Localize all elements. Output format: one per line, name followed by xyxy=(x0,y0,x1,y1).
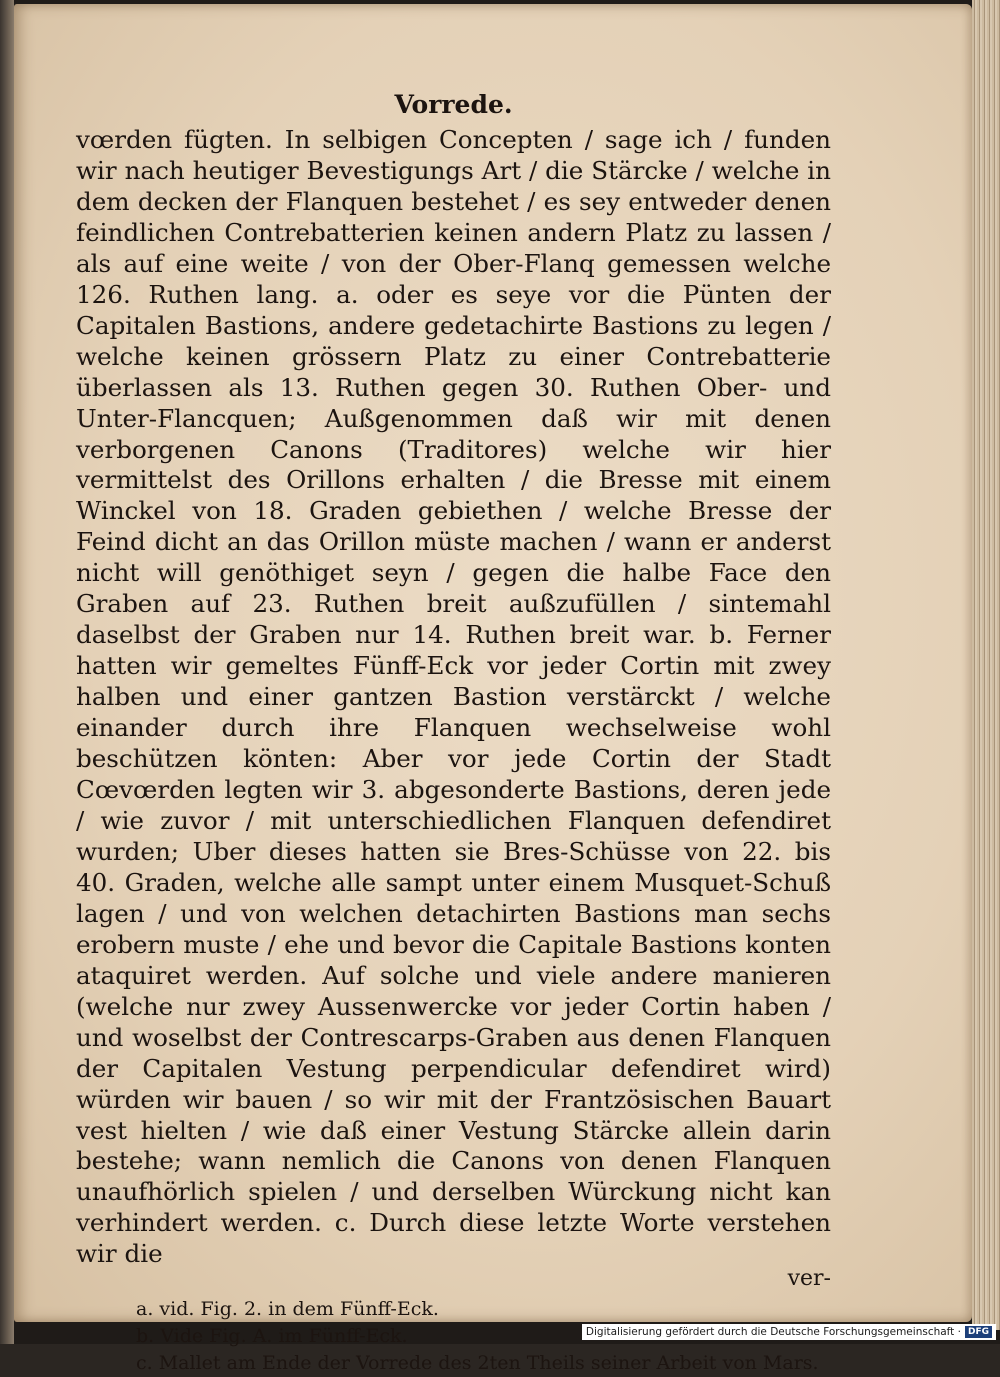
page-edges xyxy=(972,0,1000,1330)
catchword: ver- xyxy=(787,1266,831,1292)
dfg-logo-icon: DFG xyxy=(965,1326,992,1338)
footnote-a: a. vid. Fig. 2. in dem Fünff-Eck. xyxy=(136,1298,439,1321)
book-spine xyxy=(0,0,14,1344)
digitization-footer xyxy=(582,1324,996,1340)
running-header: Vorrede. xyxy=(394,90,513,119)
main-text: vœrden fügten. In selbigen Concepten / sage ich / funden wir nach heutiger Bevestigungs Art / die Stärcke / welche in dem decken der Flanquen bestehet / es sey entweder denen feindlichen Contrebatterien keinen andern Platz zu lassen / als auf eine weite / von der Ober-Flanq gemessen welche 126. Ruthen lang. a. oder es seye vor die Pünten der Capitalen Bastions, andere gedetachirte Bastions zu legen / welche keinen grössern Platz zu einer Contrebatterie überlassen als 13. Ruthen gegen 30. Ruthen Ober- und Unter-Flancquen; Außgenommen daß wir mit denen verborgenen Canons (Traditores) welche wir hier vermittelst des Orillons erhalten / die Bresse mit einem Winckel von 18. Graden gebiethen / welche Bresse der Feind dicht an das Orillon müste machen / wann er anderst nicht will genöthiget seyn / gegen die halbe Face den Graben auf 23. Ruthen breit außzufüllen / sintemahl daselbst der Graben nur 14. Ruthen breit war. b. Ferner hatten wir gemeltes Fünff-Eck vor jeder Cortin mit zwey halben und einer gantzen Bastion verstärckt / welche einander durch ihre Flanquen wechselweise wohl beschützen könten: Aber vor jede Cortin der Stadt Cœvœrden legten wir 3. abgesonderte Bastions, deren jede / wie zuvor / mit unterschiedlichen Flanquen defendiret wurden; Uber dieses hatten sie Bres-Schüsse von 22. bis 40. Graden, welche alle sampt unter einem Musquet-Schuß lagen / und von welchen detachirten Bastions man sechs erobern muste / ehe und bevor die Capitale Bastions konten ataquiret werden. Auf solche und viele andere manieren (welche nur zwey Aussenwercke vor jeder Cortin haben / und woselbst der Contrescarps-Graben aus denen Flanquen der Capitalen Vestung perpendicular defendiret wird) würden wir bauen / so wir mit der Frantzösischen Bauart vest hielten / wie daß einer Vestung Stärcke allein darin bestehe; wann nemlich die Canons von denen Flanquen unaufhörlich spielen / und derselben Würckung nicht kan verhindert werden. c. Durch diese letzte Worte verstehen wir die xyxy=(76,125,831,1269)
page-content xyxy=(76,90,831,1377)
footnote-b: b. Vide Fig. A. im Fünff-Eck. xyxy=(136,1325,408,1348)
footnote-c: c. Mallet am Ende der Vorrede des 2ten Theils seiner Arbeit von Mars. xyxy=(136,1352,819,1375)
footer-credit: Digitalisierung gefördert durch die Deutsche Forschungsgemeinschaft · xyxy=(585,1326,961,1338)
